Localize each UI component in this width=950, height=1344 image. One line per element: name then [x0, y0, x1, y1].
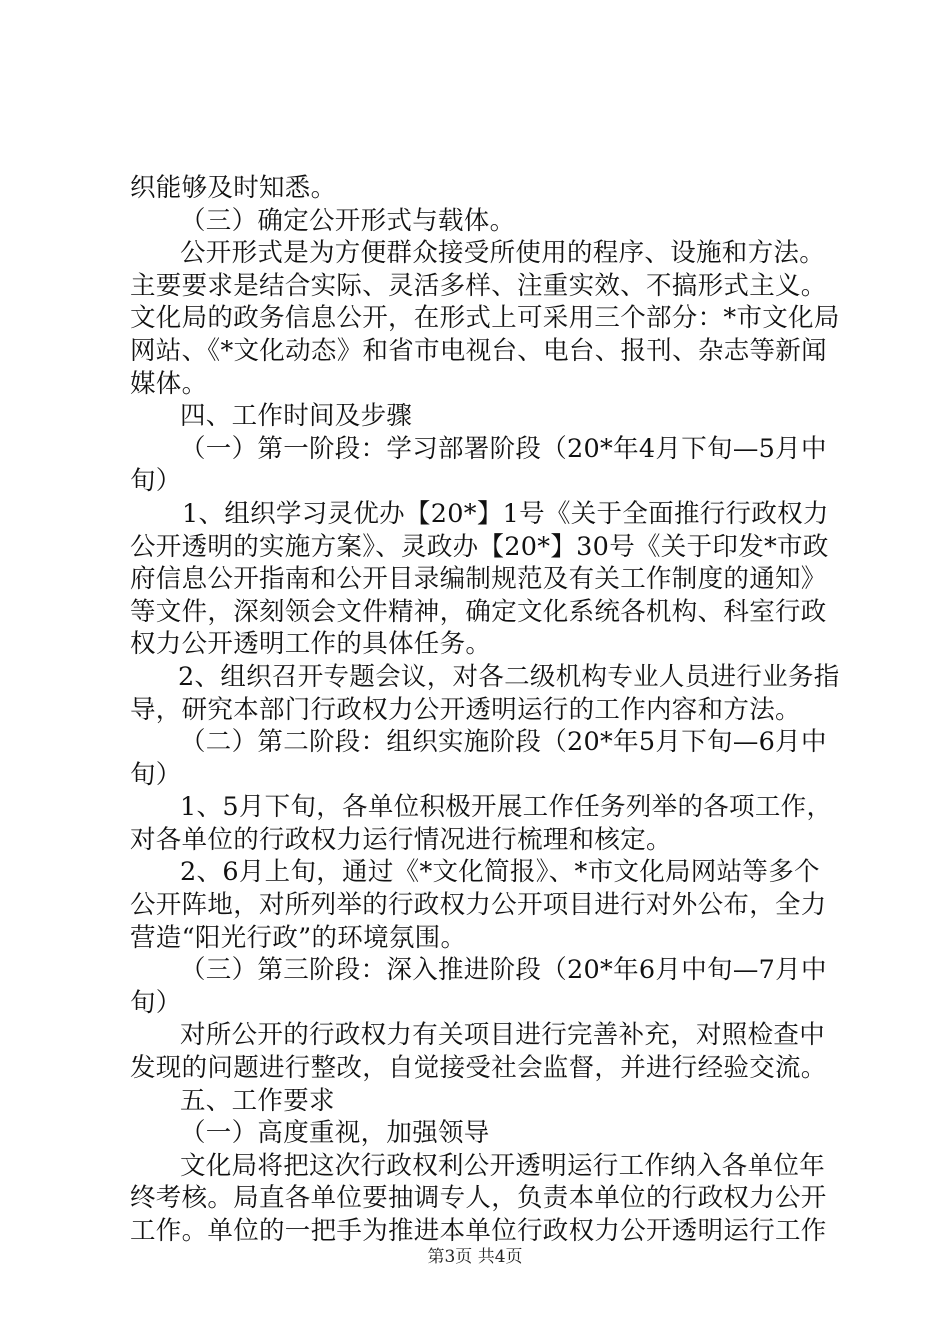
text-line: 工作。单位的一把手为推进本单位行政权力公开透明运行工作: [130, 1216, 827, 1246]
text-line: 等文件，深刻领会文件精神，确定文化系统各机构、科室行政: [130, 596, 827, 627]
text-line: 对所公开的行政权力有关项目进行完善补充，对照检查中: [180, 1020, 826, 1051]
text-line: 终考核。局直各单位要抽调专人，负责本单位的行政权力公开: [130, 1183, 827, 1214]
section-heading: （三）确定公开形式与载体。: [180, 205, 516, 236]
text-line: 公开阵地，对所列举的行政权力公开项目进行对外公布，全力: [130, 890, 827, 921]
text-line: 主要要求是结合实际、灵活多样、注重实效、不搞形式主义。: [130, 270, 827, 301]
section-heading: （二）第二阶段：组织实施阶段（20*年5月下旬—6月中: [180, 727, 827, 758]
section-heading: （一）第一阶段：学习部署阶段（20*年4月下旬—5月中: [180, 433, 827, 464]
text-line: 旬）: [130, 987, 182, 1018]
text-line: 旬）: [130, 759, 182, 790]
text-line: 公开形式是为方便群众接受所使用的程序、设施和方法。: [180, 238, 826, 269]
text-line: 2、组织召开专题会议，对各二级机构专业人员进行业务指: [178, 661, 840, 692]
section-heading: （三）第三阶段：深入推进阶段（20*年6月中旬—7月中: [180, 955, 827, 986]
text-line: 旬）: [130, 466, 182, 497]
document-body: [130, 172, 840, 1248]
text-line: 发现的问题进行整改，自觉接受社会监督，并进行经验交流。: [130, 1053, 827, 1084]
page-number-footer: 第3页 共4页: [427, 1247, 523, 1267]
text-line: 文化局的政务信息公开，在形式上可采用三个部分：*市文化局: [130, 303, 840, 334]
text-line: 2、6月上旬，通过《*文化简报》、*市文化局网站等多个: [180, 857, 820, 888]
text-line: 媒体。: [130, 368, 208, 399]
text-line: 1、组织学习灵优办【20*】1号《关于全面推行行政权力: [182, 498, 829, 529]
text-line: 公开透明的实施方案》、灵政办【20*】30号《关于印发*市政: [130, 531, 829, 562]
text-line: 府信息公开指南和公开目录编制规范及有关工作制度的通知》: [130, 564, 827, 595]
text-line: 1、5月下旬，各单位积极开展工作任务列举的各项工作，: [180, 792, 833, 823]
text-line: 文化局将把这次行政权利公开透明运行工作纳入各单位年: [180, 1150, 826, 1181]
text-line: 权力公开透明工作的具体任务。: [130, 629, 492, 660]
text-line: 营造“阳光行政”的环境氛围。: [130, 922, 467, 953]
section-heading: 五、工作要求: [180, 1085, 335, 1116]
section-heading: 四、工作时间及步骤: [180, 401, 413, 432]
text-line: 织能够及时知悉。: [130, 173, 337, 203]
text-line: 导，研究本部门行政权力公开透明运行的工作内容和方法。: [130, 694, 801, 725]
section-heading: （一）高度重视，加强领导: [180, 1118, 490, 1149]
text-line: 网站、《*文化动态》和省市电视台、电台、报刊、杂志等新闻: [130, 335, 827, 366]
text-line: 对各单位的行政权力运行情况进行梳理和核定。: [130, 824, 672, 855]
